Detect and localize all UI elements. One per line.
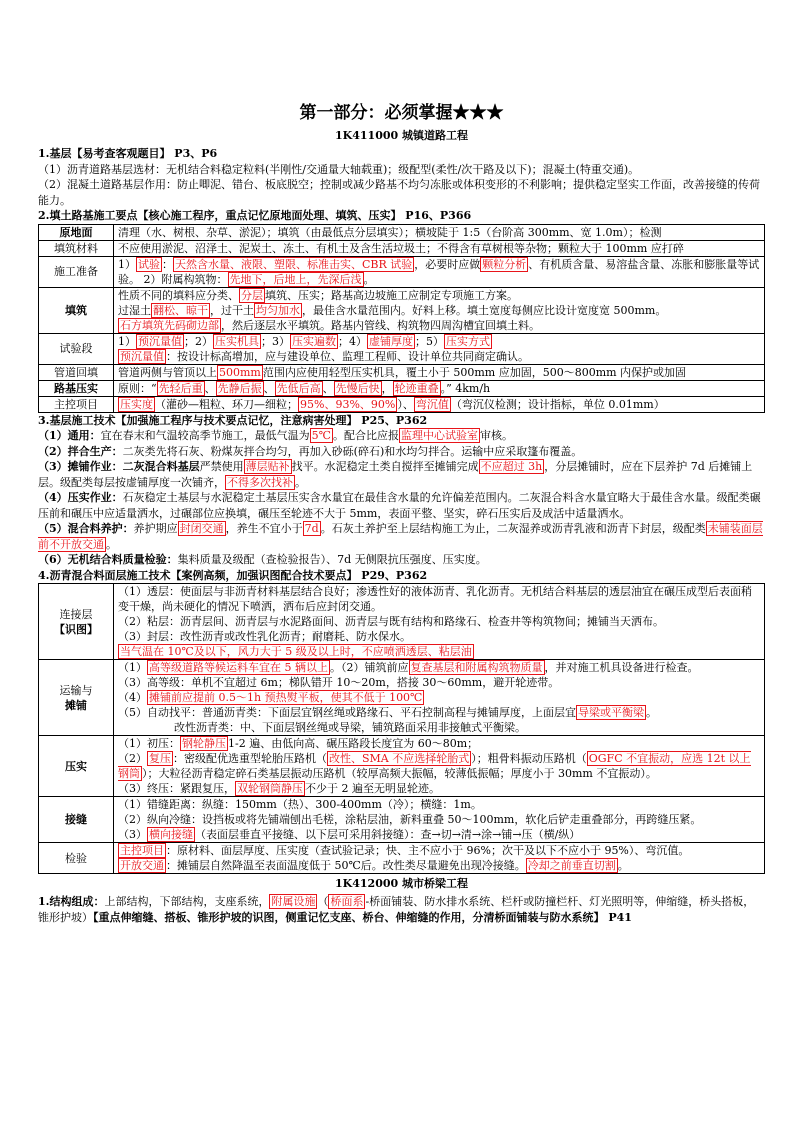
table-row <box>39 380 765 396</box>
row-content: 不应使用淤泥、沼泽土、泥炭土、冻土、有机土及含生活垃圾土；不得含有草树根等杂物；颗粒大于 100mm 应打碎 <box>114 240 765 256</box>
highlight: 95%、93%、90% <box>300 397 396 411</box>
highlight: 开放交通 <box>120 859 164 872</box>
row-content: 1） 试验 ： 天然含水量、液限、塑限、标准击实、CBR 试验 ，必要时应做 颗粒分析 、有机质含量、易溶盐含量、冻胀和膨胀量等试验。 2）附属构筑物： 先地下，后地上，先深后浅 。 <box>114 256 765 287</box>
highlight: 复压 <box>149 752 171 765</box>
document-page <box>38 102 765 925</box>
highlight: 先地下，后地上，先深后浅 <box>229 272 362 286</box>
part-title: 第一部分：必须掌握★★★ <box>299 103 504 123</box>
highlight: 先慢后快 <box>335 381 380 395</box>
base-item-2: （2）拌合生产：二灰类先将石灰、粉煤灰拌合均匀，再加入砂砾(碎石)和水均匀拌合。运输中应采取篷布覆盖。 <box>38 444 583 458</box>
highlight: 压实度 <box>120 397 153 411</box>
base-item-1: （1）通用：宜在春末和气温较高季节施工，最低气温为 5℃ 。配合比应报 监理中心试验室 审核。 <box>38 429 513 442</box>
highlight: 桥面系 <box>330 895 364 908</box>
highlight: 压实遍数 <box>292 334 336 348</box>
heading-base-construction: 3.基层施工技术【加强施工程序与技术要点记忆，注意病害处理】 P25、P362 <box>38 413 428 427</box>
highlight: 不应超过 3h <box>480 460 543 473</box>
highlight: 不得多次找补 <box>227 475 293 489</box>
highlight: 先静后振 <box>217 381 262 395</box>
chapter-code-bridges: 1K412000 城市桥梁工程 <box>335 877 468 890</box>
table-row <box>39 240 765 256</box>
highlight: 压实方式 <box>446 334 490 348</box>
table-row <box>39 660 765 736</box>
highlight: 主控项目 <box>120 844 164 857</box>
row-label: 填筑 <box>39 287 114 333</box>
highlight: 天然含水量、液限、塑限、标准击实、CBR 试验 <box>175 257 413 271</box>
highlight: 改性、SMA 不应选择轮胎式 <box>329 752 470 765</box>
bridge-structure-paragraph: 1.结构组成：上部结构，下部结构，支座系统， 附属设施 （ 桥面系 -桥面铺装、防水排水系统、栏杆或防撞栏杆、灯光照明等，伸缩缝，桥头搭板，锥形护坡）【重点伸缩缝、搭板、锥形护坡的识图，侧重记忆支座、桥台、伸缩缝的作用，分清桥面铺装与防水系统】 P41 <box>38 895 755 924</box>
table-row <box>39 256 765 287</box>
row-label: 连接层 【识图】 <box>39 584 114 660</box>
highlight: 附属设施 <box>271 895 316 908</box>
fill-subgrade-table <box>38 224 765 413</box>
highlight: 钢轮静压 <box>182 737 226 750</box>
highlight: 封闭交通 <box>179 522 224 535</box>
chapter-code-roads: 1K411000 城镇道路工程 <box>335 129 468 142</box>
highlight: 压实机具 <box>215 334 259 348</box>
base-item-3: （3）摊铺作业：二灰混合料基层严禁使用 薄层贴补 找平。水泥稳定土类自搅拌至摊铺完成 不应超过 3h ，分层摊铺时，应在下层养护 7d 后摊铺上层。级配类每层按虚铺厚度一次铺齐， 不得多次找补 。 <box>38 460 753 489</box>
row-content: 主控项目 ：原材料、面层厚度、压实度（查试验记录；快、主不应小于 96%；次干及以下不应小于 95%）、弯沉值。 开放交通 ：摊铺层自然降温至表面温度低于 50℃后。改性类尽量避免出现冷接缝。 冷却之前垂直切割 。 <box>114 843 765 874</box>
table-row <box>39 736 765 797</box>
highlight: 双轮钢筒静压 <box>237 782 303 795</box>
row-label: 施工准备 <box>39 256 114 287</box>
row-content: 管道两侧与管顶以上 500mm 范围内应使用轻型压实机具，覆土小于 500mm 应加固，500～800mm 内保护或加固 <box>114 364 765 380</box>
base-line-1: （1）沥青道路基层选材：无机结合料稳定粒料(半刚性/交通量大轴载重)；级配型(柔性/次干路及以下)；混凝土(特重交通)。 <box>38 162 640 176</box>
table-row <box>39 584 765 660</box>
highlight: 先轻后重 <box>158 381 203 395</box>
highlight: 均匀加水 <box>256 303 300 317</box>
base-item-6: （6）无机结合料质量检验：集料质量及级配（查检验报告）、7d 无侧限抗压强度、压实度。 <box>38 553 487 566</box>
row-content: 原则：“ 先轻后重 、 先静后振 、 先低后高 、 先慢后快 ， 轮迹重叠 。” 4km/h <box>114 380 765 396</box>
row-label: 压实 <box>39 736 114 797</box>
base-item-4: （4）压实作业：石灰稳定土基层与水泥稳定土基层压实含水量宜在最佳含水量的允许偏差范围内。二灰混合料含水量宜略大于最佳含水量。级配类碾压前和碾压中应适量洒水，过碾部位应换填，碾压至轮迹不大于 5mm，表面平整、坚实，碎石压实后及成活中适量洒水。 <box>38 491 761 520</box>
row-label: 主控项目 <box>39 396 114 412</box>
row-label: 填筑材料 <box>39 240 114 256</box>
row-content: 1） 预沉量值 ；2） 压实机具 ；3） 压实遍数 ；4） 虚铺厚度 ；5） 压实方式 预沉量值 ：按设计标高增加，应与建设单位、监理工程师、设计单位共同商定确认。 <box>114 333 765 364</box>
highlight: 轮迹重叠 <box>394 381 439 395</box>
row-label: 原地面 <box>39 224 114 240</box>
table-row <box>39 224 765 240</box>
row-label: 检验 <box>39 843 114 874</box>
highlight: 高等级道路等候运料车宜在 5 辆以上 <box>149 661 328 674</box>
table-row <box>39 843 765 874</box>
row-content: 压实度 （灌砂—粗粒、环刀—细粒； 95%、93%、90% ）、 弯沉值 （弯沉仪检测；设计指标，单位 0.01mm） <box>114 396 765 412</box>
highlight: 虚铺厚度 <box>369 334 413 348</box>
row-label: 试验段 <box>39 333 114 364</box>
table-row <box>39 364 765 380</box>
highlight: 弯沉值 <box>415 397 449 411</box>
table-row <box>39 287 765 333</box>
highlight: 薄层贴补 <box>245 460 290 473</box>
row-content: （1） 高等级道路等候运料车宜在 5 辆以上 。（2）铺筑前应 复查基层和附属构筑物质量 ，并对施工机具设备进行检查。 （3）高等级：单机不宜超过 6m；梯队错开 10～20m，搭接 30～60mm，避开轮迹带。 （4） 摊铺前应提前 0.5～1h 预热熨平板，使其不低于 100℃ （5）自动找平：普通沥青类：下面层宜钢丝绳或路缘石、平石控制高程与摊铺厚度，上面层宜 导梁或平衡梁 。 改性沥青类：中、下面层钢丝绳或导梁，铺筑路面采用非接触式平衡梁。 <box>114 660 765 736</box>
highlight: 导梁或平衡梁 <box>578 706 644 719</box>
row-content: （1）错缝距离：纵缝：150mm（热）、300-400mm（冷）；横缝：1m。 （2）纵向冷缝：设挡板或将先铺端刨出毛槎，涂粘层油，新料重叠 50～100mm，软化后铲走重叠部分，再跨缝压紧。 （3） 横向接缝 （表面层垂直平接缝、以下层可采用斜接缝）：查→切→清→涂→铺→压（横/纵） <box>114 797 765 843</box>
highlight: OGFC 不宜振动，应选 12t 以上钢筒 <box>118 752 751 780</box>
highlight: 颗粒分析 <box>482 257 527 271</box>
highlight: 石方填筑先码砌边部 <box>120 318 219 332</box>
row-label: 接缝 <box>39 797 114 843</box>
heading-asphalt: 4.沥青混合料面层施工技术【案例高频，加强识图配合技术要点】 P29、P362 <box>38 568 428 582</box>
highlight: 预沉量值 <box>138 334 182 348</box>
table-row <box>39 396 765 412</box>
row-label: 路基压实 <box>39 380 114 396</box>
highlight: 500mm <box>219 365 261 379</box>
highlight: 翻松、晾干 <box>153 303 208 317</box>
highlight: 复查基层和附属构筑物质量 <box>410 661 543 674</box>
table-row <box>39 333 765 364</box>
highlight: 当气温在 10℃及以下，风力大于 5 级及以上时，不应喷洒透层、粘层油 <box>120 645 472 658</box>
highlight: 横向接缝 <box>149 828 193 841</box>
row-content: （1）透层：使面层与非沥青材料基层结合良好；渗透性好的液体沥青、乳化沥青。无机结合料基层的透层油宜在碾压成型后表面稍变干燥，尚未硬化的情况下喷洒，洒布后应封闭交通。 （2）粘层：沥青层间、沥青层与水泥路面间、沥青层与既有结构和路缘石、检查井等构筑物间；摊铺当天洒布。 （3）封层：改性沥青或改性乳化沥青；耐磨耗、防水保水。 当气温在 10℃及以下，风力大于 5 级及以上时，不应喷洒透层、粘层油 <box>114 584 765 660</box>
highlight: 未铺装面层前不开放交通 <box>38 522 763 551</box>
asphalt-table <box>38 583 765 874</box>
highlight: 先低后高 <box>276 381 321 395</box>
highlight: 5℃ <box>311 429 331 442</box>
table-row <box>39 797 765 843</box>
row-label: 运输与 摊铺 <box>39 660 114 736</box>
base-line-2: （2）混凝土道路基层作用：防止唧泥、错台、板底脱空；控制或减少路基不均匀冻胀或体积变形的不利影响；提供稳定坚实工作面，改善接缝的传荷能力。 <box>38 178 760 207</box>
highlight: 冷却之前垂直切割 <box>527 859 616 872</box>
highlight: 试验 <box>138 257 160 271</box>
row-content: 清理（水、树根、杂草、淤泥）；填筑（由最低点分层填实）；横坡陡于 1:5（台阶高 300mm、宽 1.0m）；检测 <box>114 224 765 240</box>
highlight: 监理中心试验室 <box>400 429 478 442</box>
heading-fill-subgrade: 2.填土路基施工要点【核心施工程序，重点记忆原地面处理、填筑、压实】 P16、P366 <box>38 209 472 222</box>
base-item-5: （5）混合料养护：养护期应 封闭交通 ，养生不宜小于 7d 。石灰土养护至上层结构施工为止，二灰湿养或沥青乳液和沥青下封层，级配类 未铺装面层前不开放交通 。 <box>38 522 763 551</box>
highlight: 摊铺前应提前 0.5～1h 预热熨平板，使其不低于 100℃ <box>149 691 423 704</box>
row-content: （1）初压： 钢轮静压 1-2 遍、由低向高、碾压路段长度宜为 60～80m； （2） 复压 ：密级配优选重型轮胎压路机（ 改性、SMA 不应选择轮胎式 ）；粗骨料振动压路机（ OGFC 不宜振动，应选 12t 以上钢筒 ）；大粒径沥青稳定碎石类基层振动压路机（较厚高频大振幅，较薄低振幅；厚度小于 30mm 不宜振动）。 （3）终压：紧跟复压， 双轮钢筒静压 不少于 2 遍至无明显轮迹。 <box>114 736 765 797</box>
row-label: 管道回填 <box>39 364 114 380</box>
highlight: 预沉量值 <box>120 349 164 363</box>
highlight: 分层 <box>241 288 263 302</box>
row-content: 性质不同的填料应分类、 分层 填筑、压实；路基高边坡施工应制定专项施工方案。 过湿土 翻松、晾干 ，过干土 均匀加水 ，最佳含水量范围内。好料上移。填土宽度每侧应比设计宽度宽 500mm。 石方填筑先码砌边部 ，然后逐层水平填筑。路基内管线、构筑物四周沟槽宜回填土料。 <box>114 287 765 333</box>
highlight: 7d <box>304 522 319 535</box>
heading-base: 1.基层【易考查客观题目】 P3、P6 <box>38 147 218 160</box>
